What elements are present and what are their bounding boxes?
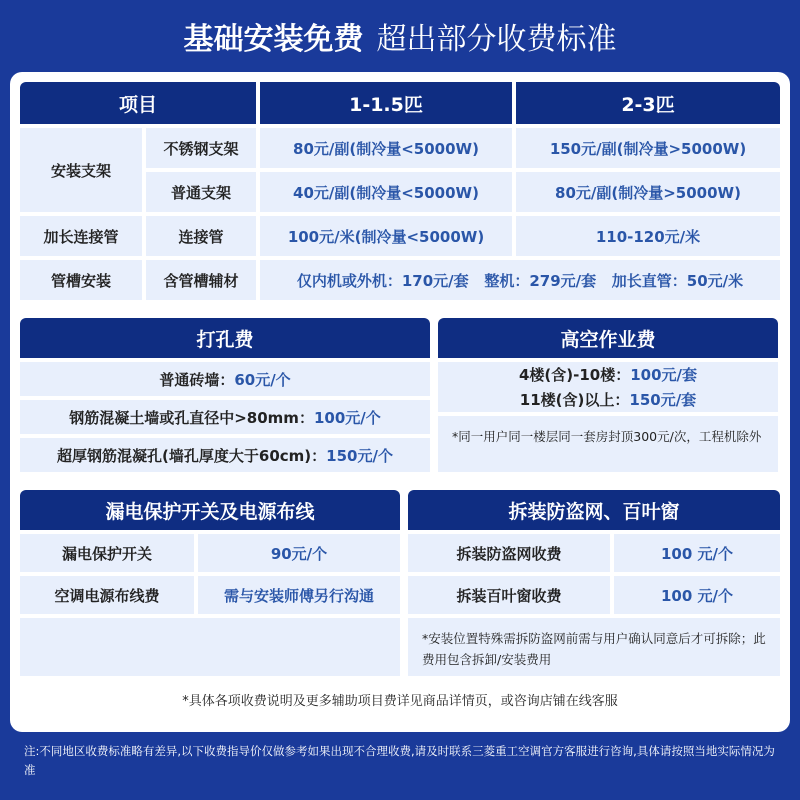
row-name-normal: 普通支架 (146, 172, 256, 212)
removal-label: 拆装防盗网收费 (408, 534, 610, 572)
cell-normal-small: 40元/副(制冷量<5000W) (260, 172, 512, 212)
page-title (0, 14, 800, 60)
drilling-header: 打孔费 (20, 318, 430, 358)
drilling-row (20, 362, 430, 396)
title-main: 基础安装免费 (183, 22, 364, 57)
row-name-duct: 含管槽辅材 (146, 260, 256, 300)
cell-duct-value: 仅内机或外机：170元/套 整机：279元/套 加长直管：50元/米 (260, 260, 780, 300)
leakage-value: 90元/个 (198, 534, 400, 572)
drilling-label: 超厚钢筋混凝孔(墙孔厚度大于60cm)： (57, 446, 327, 465)
drilling-value: 150元/个 (326, 446, 393, 465)
altitude-value: 100元/套 (630, 366, 698, 384)
content-card (10, 72, 790, 732)
altitude-header: 高空作业费 (438, 318, 778, 358)
title-sub: 超出部分收费标准 (376, 22, 617, 57)
cell-pipe-small: 100元/米(制冷量<5000W) (260, 216, 512, 256)
row-name-stainless: 不锈钢支架 (146, 128, 256, 168)
drilling-row (20, 438, 430, 472)
drilling-label: 钢筋混凝土墙或孔直径中>80mm： (69, 408, 314, 427)
altitude-label: 11楼(含)以上： (519, 391, 630, 409)
table-header-small: 1-1.5匹 (260, 82, 512, 124)
row-name-pipe: 连接管 (146, 216, 256, 256)
altitude-rows (438, 362, 778, 412)
removal-header: 拆装防盗网、百叶窗 (408, 490, 780, 530)
leakage-label: 漏电保护开关 (20, 534, 194, 572)
cell-normal-large: 80元/副(制冷量>5000W) (516, 172, 780, 212)
table-header-item: 项目 (20, 82, 256, 124)
altitude-row (519, 364, 697, 385)
cell-stainless-small: 80元/副(制冷量<5000W) (260, 128, 512, 168)
altitude-note: *同一用户同一楼层同一套房封顶300元/次，工程机除外 (438, 416, 778, 472)
cell-pipe-large: 110-120元/米 (516, 216, 780, 256)
footer-note: *具体各项收费说明及更多辅助项目费详见商品详情页，或咨询店铺在线客服 (182, 694, 618, 709)
leakage-empty-area (20, 618, 400, 676)
leakage-header: 漏电保护开关及电源布线 (20, 490, 400, 530)
row-label-bracket: 安装支架 (20, 128, 142, 212)
removal-value: 100 元/个 (614, 576, 780, 614)
altitude-label: 4楼(含)-10楼： (518, 366, 631, 384)
leakage-label: 空调电源布线费 (20, 576, 194, 614)
row-label-duct: 管槽安装 (20, 260, 142, 300)
bottom-disclaimer: 注:不同地区收费标准略有差异,以下收费指导价仅做参考如果出现不合理收费,请及时联系三菱重工空调官方客服进行咨询,具体请按照当地实际情况为准 (24, 744, 775, 777)
altitude-row (520, 389, 696, 410)
altitude-value: 150元/套 (629, 391, 697, 409)
drilling-value: 60元/个 (234, 370, 291, 389)
drilling-value: 100元/个 (313, 408, 381, 427)
leakage-value: 需与安装师傅另行沟通 (198, 576, 400, 614)
drilling-label: 普通砖墙： (159, 370, 235, 389)
drilling-row (20, 400, 430, 434)
cell-stainless-large: 150元/副(制冷量>5000W) (516, 128, 780, 168)
table-header-large: 2-3匹 (516, 82, 780, 124)
removal-label: 拆装百叶窗收费 (408, 576, 610, 614)
removal-value: 100 元/个 (614, 534, 780, 572)
row-label-pipe: 加长连接管 (20, 216, 142, 256)
removal-note: *安装位置特殊需拆防盗网前需与用户确认同意后才可拆除；此费用包含拆卸/安装费用 (408, 618, 780, 676)
